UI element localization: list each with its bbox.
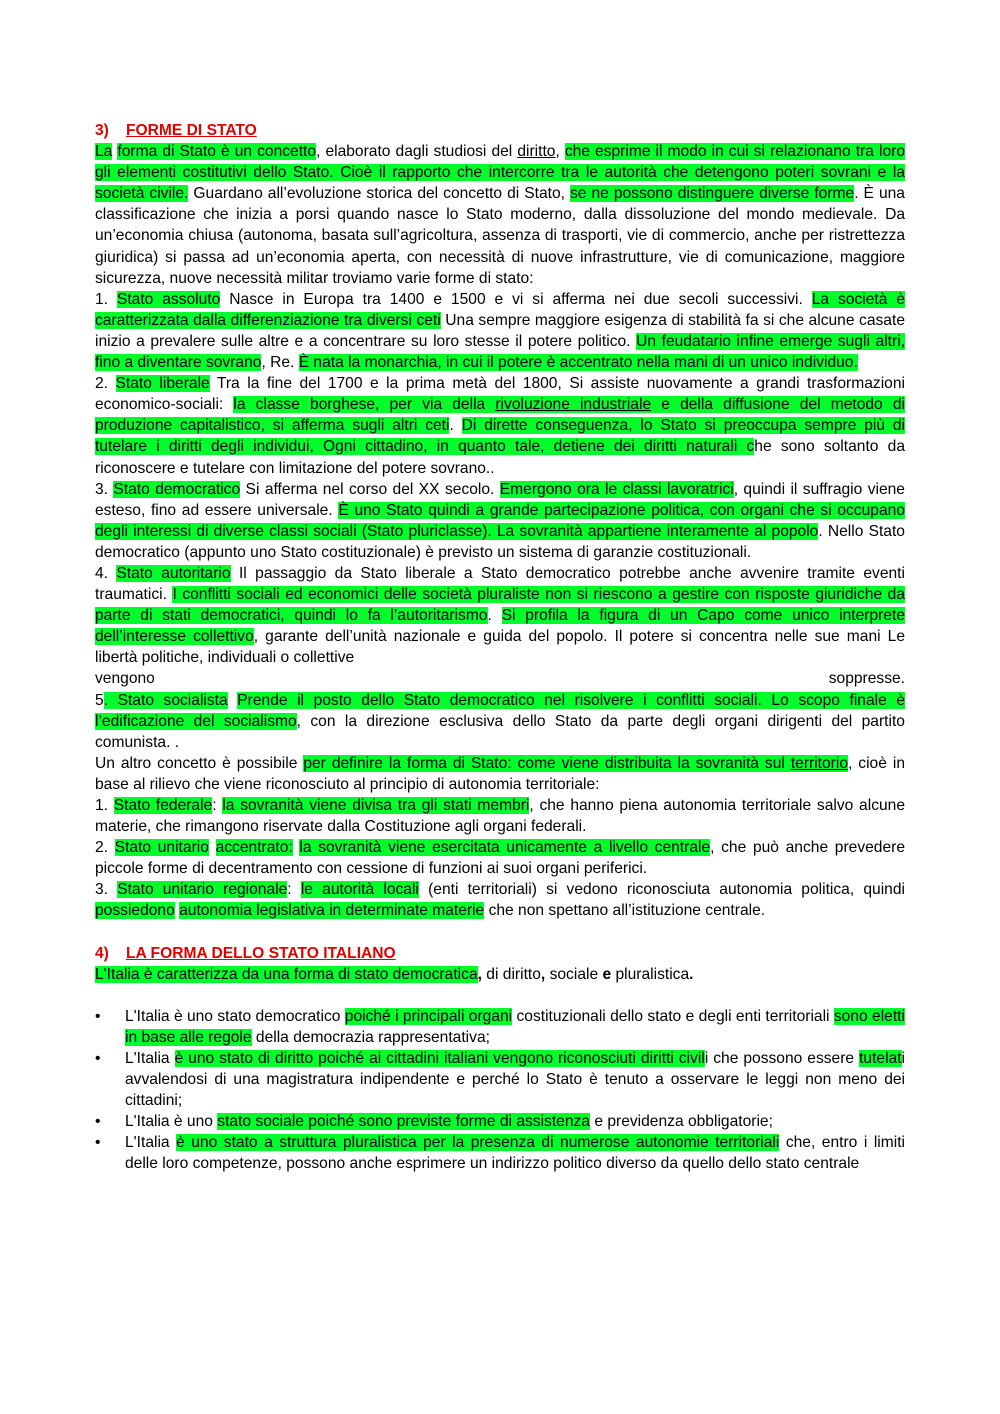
- sovereignty-paragraph: [95, 753, 905, 795]
- text-run: , elaborato dagli studiosi del: [316, 143, 518, 161]
- highlighted-text: territorio: [790, 754, 849, 772]
- text-run: 2.: [95, 839, 115, 857]
- highlighted-text: Un feudatario infine emerge sugli altri, fino a diventare sovrano: [95, 332, 905, 372]
- text-run: sociale: [545, 965, 603, 983]
- text-run: ,: [540, 965, 546, 983]
- text-run: Nasce in Europa tra 1400 e 1500 e vi si afferma nei due secoli successivi.: [220, 290, 812, 308]
- highlighted-text: Stato unitario: [114, 839, 209, 857]
- territorial-federale-paragraph: [95, 795, 905, 837]
- highlighted-text: possiedono: [95, 902, 175, 920]
- text-run: costituzionali dello stato e degli enti territoriali: [512, 1007, 834, 1025]
- bullet-icon: •: [95, 1134, 101, 1152]
- highlighted-text: che esprime il modo in cui si relazionano tra loro gli elementi costitutivi dello Stato. Cioè il rapporto che intercorre tra le autorità che detengono poteri sovrani e la società civile.: [95, 143, 905, 203]
- text-run: 5: [95, 691, 104, 709]
- highlighted-text: . Stato socialista: [103, 691, 228, 709]
- section-number: 4): [95, 944, 109, 962]
- territorial-accentrato-paragraph: [95, 837, 905, 879]
- highlighted-text: È nata la monarchia, in cui il potere è accentrato nella mani di un unico individuo.: [298, 354, 858, 372]
- text-run: L'Italia: [125, 1049, 175, 1067]
- highlighted-text: la classe borghese, per via della: [233, 396, 496, 414]
- section-number: 3): [95, 122, 109, 139]
- highlighted-text: se ne possono distinguere diverse forme: [570, 185, 855, 203]
- highlighted-text: Stato federale: [113, 797, 213, 814]
- text-run: , che hanno piena autonomia territoriale salvo alcune materie, che rimangono riservate dalla Costituzione agli organi federali.: [95, 797, 906, 836]
- section-3-heading: [95, 120, 905, 141]
- form-autoritario-paragraph: [95, 563, 905, 668]
- highlighted-text: è uno stato a struttura pluralistica per la presenza di numerose autonomie territoriali: [176, 1134, 780, 1152]
- highlighted-text: L'Italia è caratterizza da una forma di stato democratica: [95, 965, 478, 983]
- tail-right-word: soppresse.: [828, 670, 905, 688]
- text-run: Guardano all’evoluzione storica del concetto di Stato,: [188, 185, 570, 203]
- highlighted-text: poiché i principali organi: [344, 1007, 513, 1025]
- highlighted-text: Emergono ora le classi lavoratrici: [499, 480, 734, 498]
- text-run: Una sempre maggiore esigenza di stabilità fa si che alcune casate inizio a prevalere sulle altre e a concentrare su loro stesse il potere politico.: [95, 311, 905, 350]
- highlighted-text: I conflitti sociali ed economici delle società pluraliste non si riescono a gestire con risposte giuridiche da parte di stati democratici, quindi lo fa l’autoritarismo: [95, 586, 905, 625]
- document-page: [95, 120, 905, 1175]
- highlighted-text: Stato autoritario: [116, 564, 231, 582]
- highlighted-text: Stato democratico: [113, 480, 241, 498]
- highlighted-text: per definire la forma di Stato: come viene distribuita la sovranità sul: [303, 754, 791, 772]
- highlighted-text: Prende il posto dello Stato democratico nel risolvere i conflitti sociali. Lo scopo finale è l’edificazione del socialismo: [95, 691, 905, 730]
- list-item: [95, 1132, 905, 1174]
- text-run: 2.: [95, 375, 116, 393]
- highlighted-text: La: [95, 143, 113, 161]
- text-run: i che possono essere: [704, 1049, 860, 1067]
- highlighted-text: la sovranità viene esercitata unicamente a livello centrale: [299, 839, 711, 857]
- list-item-text: [125, 1050, 905, 1109]
- list-item: [95, 1111, 905, 1132]
- text-run: ,: [555, 143, 565, 161]
- form-autoritario-tail-line: [95, 668, 905, 689]
- text-run: .: [487, 607, 502, 625]
- section-4-intro-paragraph: [95, 964, 905, 985]
- list-item-text: [125, 1134, 905, 1172]
- list-item-text: [125, 1113, 773, 1130]
- highlighted-text: La società è caratterizzata dalla differenziazione tra diversi ceti: [95, 290, 905, 329]
- section-4-heading: [95, 943, 905, 964]
- highlighted-text: Di dirette conseguenza, lo Stato si preoccupa sempre più di tutelare i diritti degli individui, Ogni cittadino, in quanto tale, detiene dei diritti naturali c: [95, 417, 906, 456]
- highlighted-text: stato sociale poiché sono previste forme di assistenza: [217, 1113, 590, 1131]
- text-run: 1.: [95, 290, 117, 308]
- text-run: e: [602, 965, 612, 983]
- text-run: , che può anche prevedere piccole forme di decentramento con cessione di funzioni ai suoi organi periferici.: [95, 839, 906, 878]
- text-run: 3.: [95, 480, 114, 498]
- highlighted-text: sono eletti in base alle regole: [125, 1007, 905, 1046]
- highlighted-text: forma di Stato è un concetto: [117, 143, 317, 161]
- text-run: 4.: [95, 564, 117, 582]
- text-run: L'Italia è uno stato democratico: [125, 1007, 345, 1025]
- text-run: he sono soltanto da riconoscere e tutelare con limitazione del potere sovrano..: [95, 438, 905, 477]
- text-run: ,: [477, 965, 482, 983]
- territorial-regionale-paragraph: [95, 879, 905, 921]
- highlighted-text: e della diffusione del metodo di produzione capitalistico, si afferma sugli altri ceti: [95, 396, 906, 435]
- highlighted-text: Stato unitario regionale: [117, 881, 288, 899]
- highlighted-text: autonomia legislativa in determinate materie: [179, 902, 485, 920]
- text-run: Tra la fine del 1700 e la prima metà del 1800, Si assiste nuovamente a grandi trasformazioni economico-sociali:: [95, 375, 905, 414]
- highlighted-text: Stato liberale: [115, 375, 210, 393]
- text-run: Il passaggio da Stato liberale a Stato democratico potrebbe anche avvenire tramite eventi traumatici.: [95, 564, 905, 604]
- form-democratico-paragraph: [95, 479, 905, 563]
- highlighted-text: rivoluzione industriale: [495, 396, 652, 414]
- italy-characteristics-list: [95, 1006, 905, 1175]
- text-run: . È una classificazione che inizia a porsi quando nasce lo Stato moderno, dalla dissoluzione del mondo medievale. Da un’economia chiusa (autonoma, basata sull’agricoltura, assenza di trasporti, vie di commercio, anche per ristrettezza giuridica) si passa ad un’economia aperta, con necessità di nuove infrastrutture, vie di comunicazione, maggiore sicurezza, nuove necessità militar troviamo varie forme di stato:: [95, 185, 905, 287]
- text-run: L'Italia è uno: [125, 1113, 218, 1131]
- highlighted-text: la sovranità viene divisa tra gli stati membri: [222, 797, 530, 814]
- text-run: della democrazia rappresentativa;: [251, 1028, 490, 1046]
- highlighted-text: È uno Stato quindi a grande partecipazione politica, con organi che si occupano degli interessi di diverse classi sociali (Stato pluriclasse). La sovranità appartiene interamente al popolo: [95, 501, 905, 540]
- text-run: , con la direzione esclusiva dello Stato da parte degli organi dirigenti del partito comunista. .: [95, 712, 905, 751]
- list-item-text: [125, 1008, 905, 1046]
- bullet-icon: •: [95, 1113, 101, 1131]
- list-item: [95, 1048, 905, 1111]
- tail-left-word: vengono: [95, 670, 155, 688]
- section-spacer: [95, 922, 905, 943]
- highlighted-text: Si profila la figura di un Capo come unico interprete dell’interesse collettivo: [95, 607, 906, 646]
- text-run: , quindi il suffragio viene esteso, fino ad essere universale.: [95, 480, 905, 519]
- highlighted-text: Stato assoluto: [116, 290, 221, 308]
- text-run: :: [212, 797, 223, 814]
- text-run: di diritto: [481, 965, 541, 983]
- text-run: che non spettano all’istituzione centrale.: [484, 902, 766, 920]
- text-run: , Re.: [261, 354, 299, 372]
- list-item: [95, 1006, 905, 1048]
- highlighted-text: le autorità locali: [300, 881, 419, 899]
- bullet-icon: •: [95, 1007, 101, 1025]
- section-3-intro-paragraph: [95, 141, 905, 289]
- text-run: .: [449, 417, 462, 435]
- form-assoluto-paragraph: [95, 289, 905, 373]
- section-title: LA FORMA DELLO STATO ITALIANO: [126, 944, 396, 962]
- text-run: pluralistica: [611, 965, 690, 983]
- form-liberale-paragraph: [95, 373, 905, 478]
- list-spacer: [95, 985, 905, 1006]
- text-run: Un altro concetto è possibile: [95, 754, 304, 772]
- text-run: diritto: [517, 143, 556, 161]
- text-run: . Nello Stato democratico (appunto uno Stato costituzionale) è previsto un sistema di garanzie costituzionali.: [95, 522, 905, 561]
- text-run: che, entro i limiti delle loro competenze, possono anche esprimere un indirizzo politico diverso da quello dello stato centrale: [125, 1134, 905, 1173]
- text-run: L'Italia: [125, 1134, 177, 1152]
- form-socialista-paragraph: [95, 690, 905, 753]
- text-run: :: [287, 881, 301, 899]
- text-run: 3.: [95, 881, 118, 899]
- text-run: , garante dell’unità nazionale e guida del popolo. Il potere si concentra nelle sue mani Le libertà politiche, individuali o collettive: [95, 628, 905, 667]
- highlighted-text: accentrato:: [215, 839, 293, 857]
- highlighted-text: tutelat: [859, 1049, 902, 1067]
- section-title: FORME DI STATO: [126, 122, 257, 139]
- text-run: i avvalendosi di una magistratura indipendente e perché lo Stato è tenuto a osservare le leggi non meno dei cittadini;: [125, 1049, 906, 1110]
- text-run: 1.: [95, 797, 114, 814]
- text-run: [228, 692, 238, 709]
- text-run: Si afferma nel corso del XX secolo.: [240, 480, 500, 498]
- highlighted-text: è uno stato di diritto poiché ai cittadini italiani vengono riconosciuti diritti civil: [174, 1049, 705, 1067]
- text-run: e previdenza obbligatorie;: [590, 1113, 773, 1131]
- text-run: .: [689, 965, 694, 983]
- text-run: [209, 839, 216, 856]
- bullet-icon: •: [95, 1049, 101, 1067]
- text-run: , cioè in base al rilievo che viene riconosciuto al principio di autonomia territoriale:: [95, 754, 905, 793]
- text-run: (enti territoriali) si vedono riconosciuta autonomia politica, quindi: [418, 881, 905, 899]
